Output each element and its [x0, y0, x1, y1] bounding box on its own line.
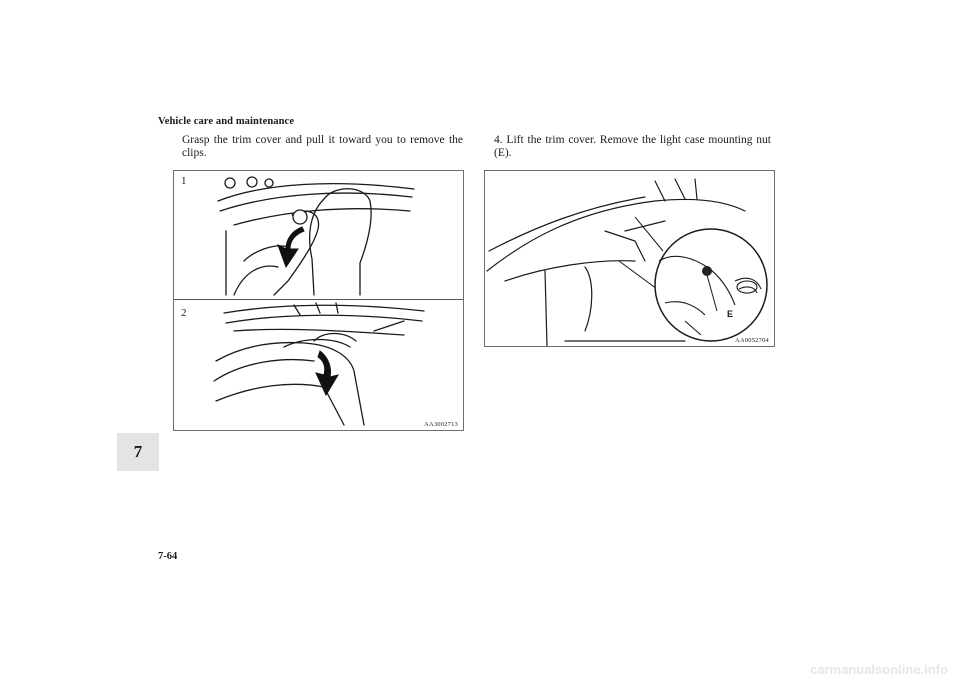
watermark-text: carmanualsonline.info — [810, 662, 948, 677]
light-case-illustration — [485, 171, 774, 346]
chapter-tab-label: 7 — [133, 442, 143, 461]
instruction-paragraph-right — [494, 134, 771, 159]
watermark-footer — [0, 661, 960, 678]
detail-magnifier — [655, 229, 767, 341]
callout-e: E — [727, 309, 734, 319]
section-header: Vehicle care and maintenance — [158, 116, 295, 127]
mounting-nut-icon — [702, 266, 712, 276]
trim-cover-illustration-step-2 — [174, 301, 463, 429]
trim-cover-illustration-step-1 — [174, 171, 463, 299]
step-number: 4. — [494, 134, 503, 146]
illustration-code-right: AA0052704 — [735, 337, 769, 344]
step-label-2: 2 — [181, 307, 187, 319]
step-text: Lift the trim cover. Remove the light case mounting nut (E). — [494, 134, 771, 159]
illustration-panel-right — [484, 170, 775, 347]
page-number: 7-64 — [158, 551, 178, 562]
step-label-1: 1 — [181, 175, 187, 187]
instruction-paragraph-left: Grasp the trim cover and pull it toward you to remove the clips. — [182, 134, 463, 159]
illustration-code-left: AA3002713 — [424, 421, 458, 428]
step-divider — [174, 299, 463, 300]
chapter-tab — [117, 433, 159, 471]
illustration-panel-left — [173, 170, 464, 431]
